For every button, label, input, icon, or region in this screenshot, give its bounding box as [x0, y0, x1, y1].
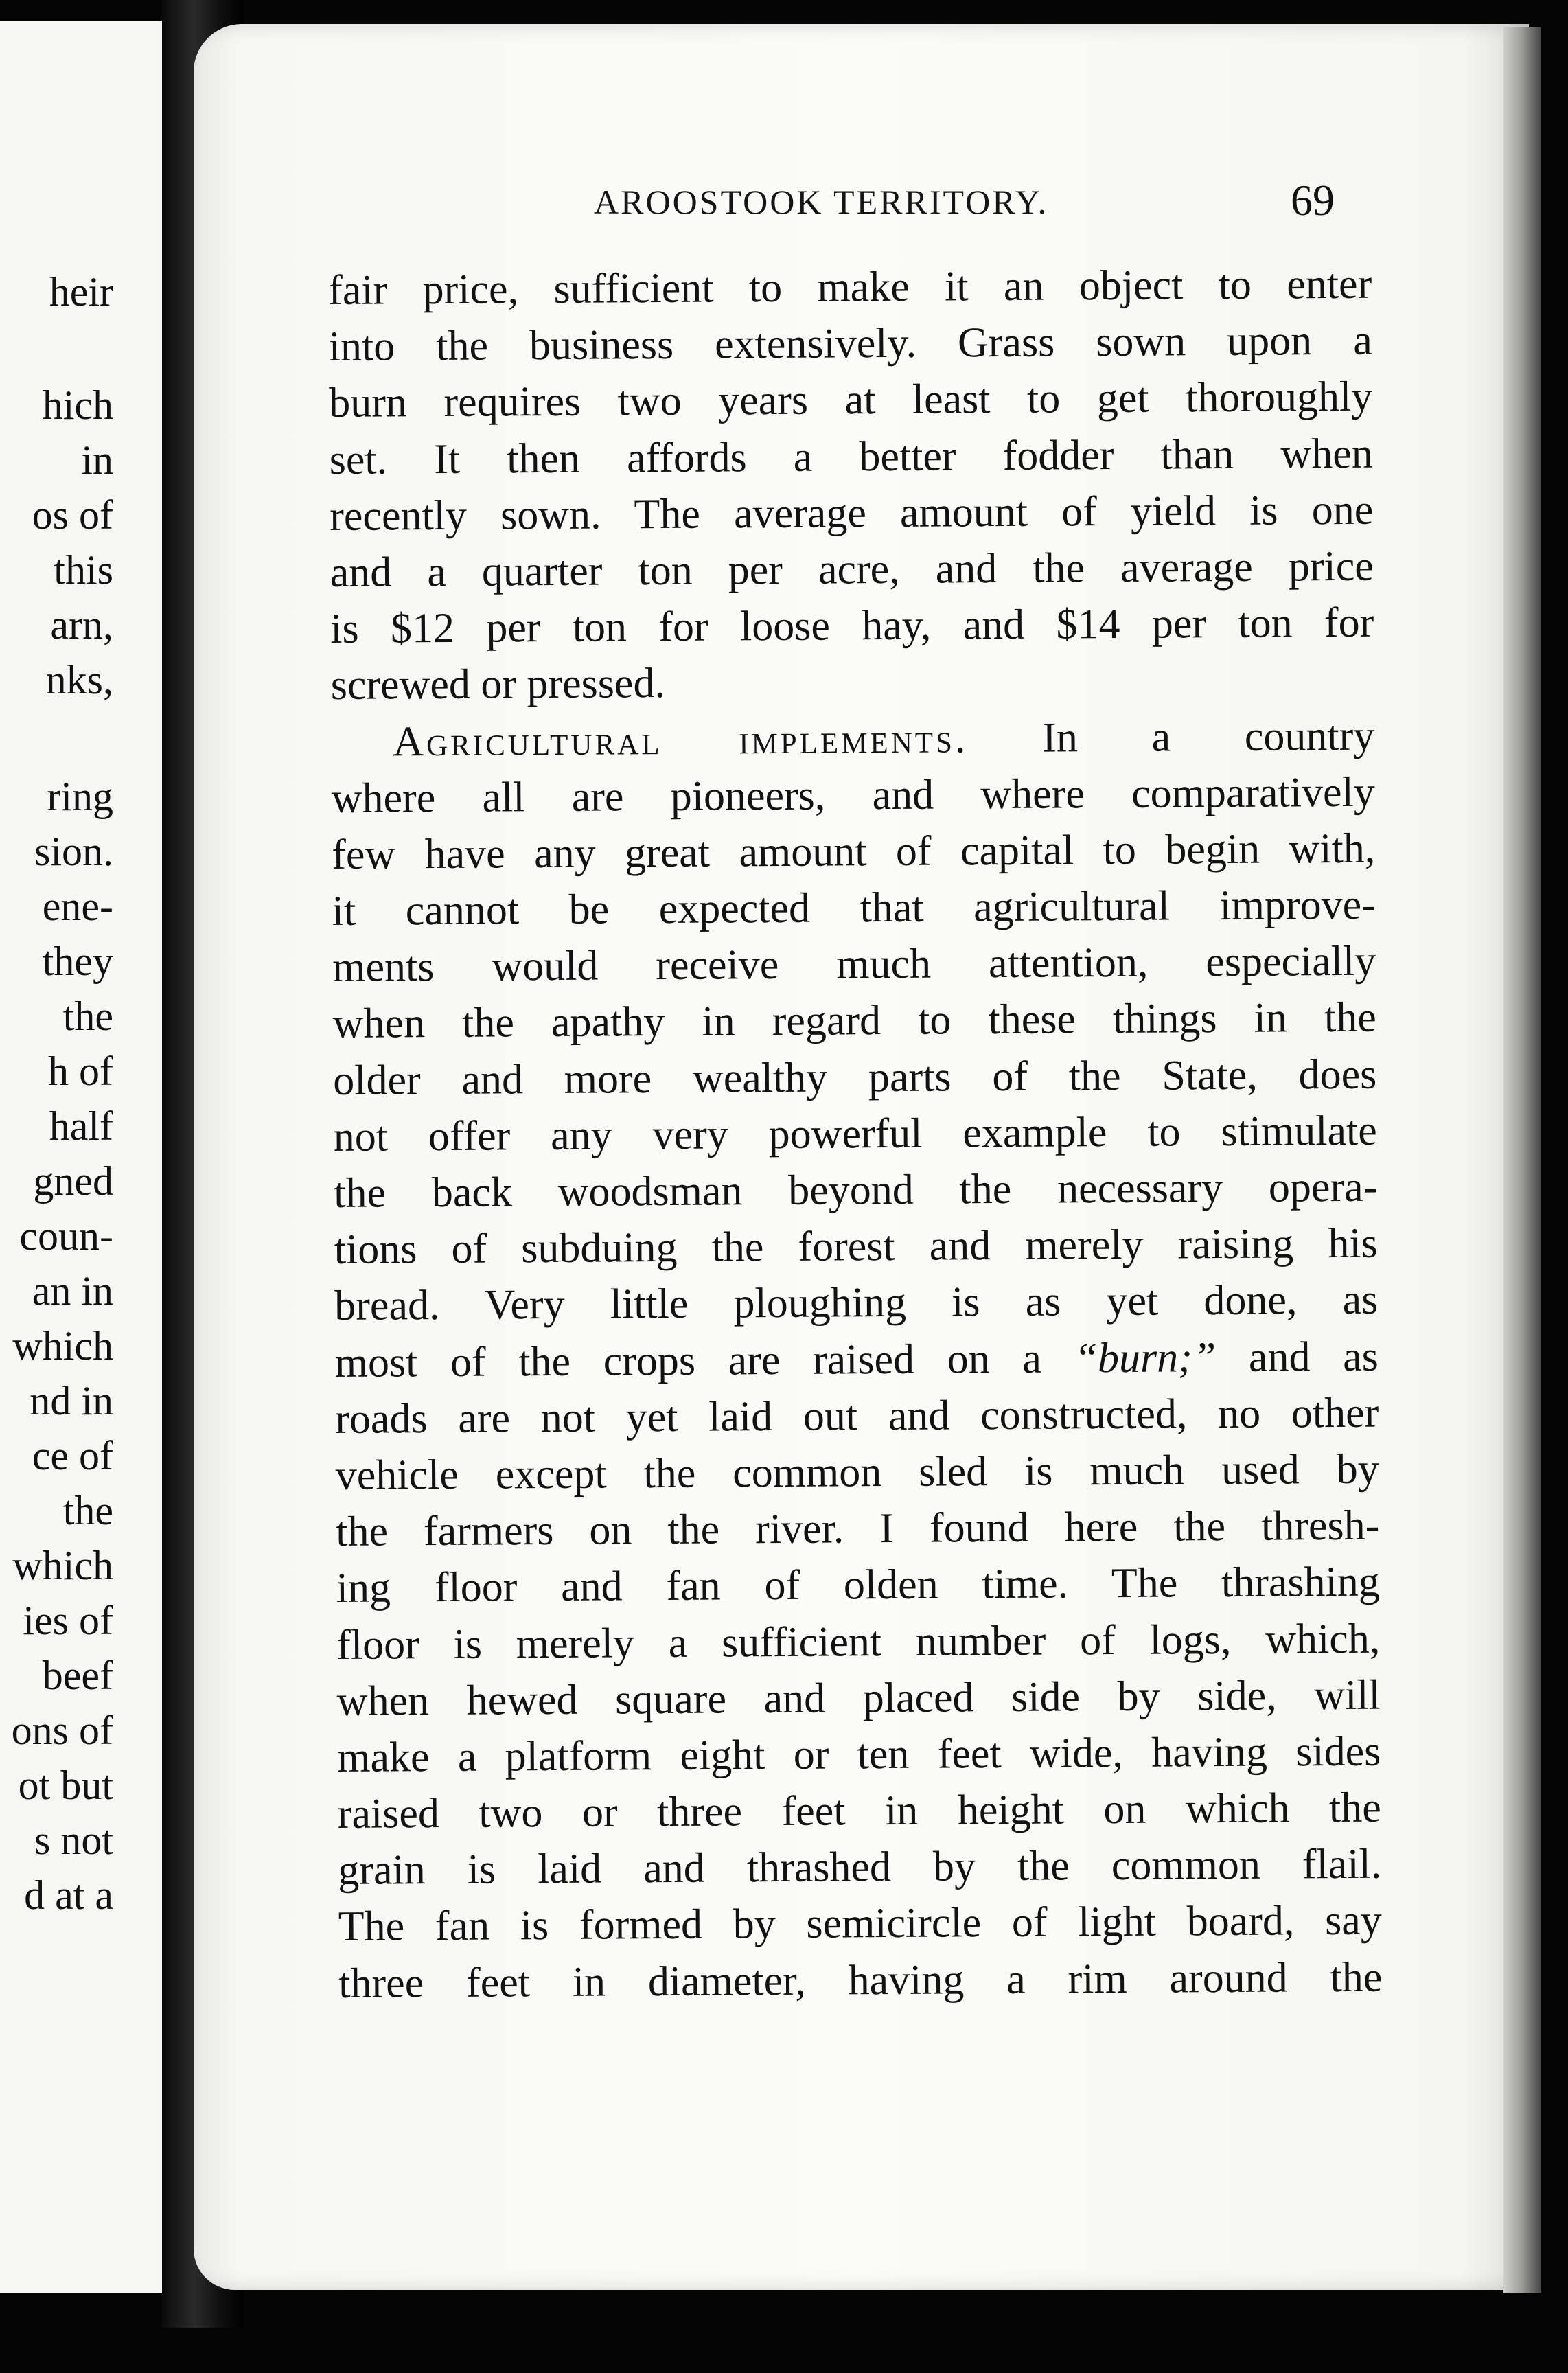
text-line: is $12 per ton for loose hay, and $14 per ton for	[330, 599, 1374, 653]
italic-term: “burn;”	[1074, 1333, 1217, 1382]
previous-page-text-fragment: s not	[34, 1818, 113, 1863]
text-line-rest: In a country	[1041, 712, 1375, 761]
previous-page-text-fragment: hich	[42, 382, 113, 428]
previous-page-text-fragment: os of	[32, 492, 113, 538]
text-line: floor is merely a sufficient number of logs, which,	[336, 1615, 1381, 1669]
previous-page-text-fragment: heir	[49, 269, 113, 314]
text-line: into the business extensively. Grass sown upon a	[328, 317, 1372, 371]
previous-page-text-fragment: gned	[33, 1158, 113, 1204]
text-line: where all are pioneers, and where comparatively	[331, 768, 1375, 822]
previous-page-text-fragment: the	[62, 994, 113, 1039]
running-head	[0, 175, 1568, 230]
text-line: few have any great amount of capital to begin with,	[332, 825, 1376, 878]
text-line: roads are not yet laid out and constructed, no other	[335, 1389, 1379, 1443]
previous-page-text-fragment: d at a	[24, 1872, 113, 1918]
previous-page-text-fragment: in	[81, 437, 113, 483]
previous-page-text-fragment: ot but	[18, 1763, 113, 1808]
section-heading: Agricultural implements.	[393, 714, 969, 765]
page-edge-shadow	[1503, 27, 1541, 2293]
text-line: vehicle except the common sled is much used by	[335, 1445, 1379, 1499]
previous-page-text-fragment: ons of	[11, 1708, 113, 1753]
text-line: when hewed square and placed side by side, will	[336, 1671, 1381, 1725]
text-line: three feet in diameter, having a rim around the	[338, 1953, 1383, 2007]
text-line: the farmers on the river. I found here the thresh-	[336, 1502, 1380, 1556]
paragraph-hay-prices	[328, 256, 1374, 714]
running-head-title: AROOSTOOK TERRITORY.	[594, 183, 1048, 221]
text-fragment: most of the crops are raised on a	[334, 1335, 1042, 1386]
text-line: not offer any very powerful example to stimulate	[333, 1107, 1377, 1160]
previous-page-text-fragment: this	[54, 547, 113, 593]
previous-page-text-fragment: arn,	[50, 602, 113, 647]
previous-page-text-fragment: ring	[47, 774, 113, 819]
previous-page-text-fragment: the	[62, 1488, 113, 1533]
body-text	[328, 256, 1383, 2012]
text-line: set. It then affords a better fodder than when	[329, 430, 1373, 483]
text-line: older and more wealthy parts of the State, does	[333, 1051, 1377, 1104]
text-line: when the apathy in regard to these things in the	[332, 994, 1376, 1048]
previous-page-text-fragment: which	[12, 1543, 113, 1588]
text-line: tions of subduing the forest and merely raising his	[334, 1219, 1378, 1274]
paragraph-lines	[332, 764, 1379, 1334]
paragraph-agricultural-implements	[331, 707, 1383, 2012]
previous-page-text-fragment: coun-	[19, 1213, 113, 1259]
text-fragment: and as	[1248, 1333, 1379, 1381]
previous-page-text-fragment: beef	[42, 1653, 113, 1698]
previous-page-text-fragment: ies of	[23, 1598, 113, 1643]
text-line: ing floor and fan of olden time. The thrashing	[336, 1558, 1380, 1612]
text-line: recently sown. The average amount of yield is one	[330, 486, 1374, 540]
previous-page-text-fragment: half	[49, 1103, 113, 1149]
previous-page-text-fragment: h of	[48, 1048, 113, 1094]
text-line: the back woodsman beyond the necessary opera-	[334, 1163, 1378, 1217]
previous-page-text-fragment: nd in	[30, 1378, 113, 1423]
text-line: bread. Very little ploughing is as yet done, as	[334, 1276, 1379, 1330]
text-line: screwed or pressed.	[330, 660, 666, 709]
previous-page-text-fragment: ene-	[42, 884, 113, 929]
text-line	[331, 707, 1374, 770]
previous-page-text-fragment: which	[12, 1323, 113, 1368]
text-line: it cannot be expected that agricultural improve-	[332, 881, 1376, 935]
text-line: fair price, sufficient to make it an object to enter	[328, 260, 1372, 314]
page-number: 69	[1291, 176, 1335, 225]
text-line	[335, 1328, 1379, 1390]
text-line: The fan is formed by semicircle of light board, say	[338, 1897, 1382, 1951]
previous-page-text-fragment: an in	[32, 1268, 113, 1314]
paragraph-lines-after	[335, 1384, 1382, 2011]
previous-page-text-fragment: ce of	[32, 1433, 113, 1478]
previous-page-text-fragment: nks,	[45, 657, 113, 702]
previous-page-text-fragment: sion.	[34, 829, 113, 874]
text-line: burn requires two years at least to get thoroughly	[329, 374, 1373, 427]
text-line: grain is laid and thrashed by the common flail.	[338, 1840, 1382, 1894]
text-line: ments would receive much attention, especially	[332, 937, 1376, 991]
text-line: and a quarter ton per acre, and the average price	[330, 542, 1374, 596]
previous-page-text-fragment: they	[42, 939, 113, 984]
text-line: make a platform eight or ten feet wide, having sides	[337, 1728, 1381, 1781]
text-line: raised two or three feet in height on which the	[337, 1784, 1381, 1838]
